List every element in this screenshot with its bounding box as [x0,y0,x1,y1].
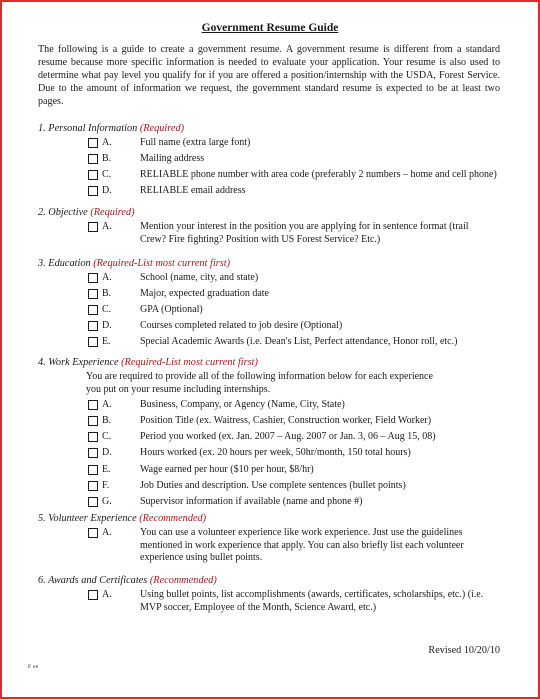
checkbox[interactable] [88,186,98,196]
section-volunteer-experience [38,512,508,568]
checklist-item[interactable]: D. Courses completed related to job desire (Optional) [38,320,508,333]
checkbox[interactable] [88,273,98,283]
intro-paragraph: The following is a guide to create a government resume. A government resume is different from a standard resume because more specific information is needed to evaluate your application. Your resume is also used to determine what pay level you qualify for if you are offered a position/internship with the USDA, Forest Service. Due to the amount of information we request, the government standard resume is expected to be at least two pages. [38,44,500,107]
checklist-item[interactable]: B. Mailing address [38,153,508,166]
footer-mark: F ee [28,664,39,670]
checkbox[interactable] [88,481,98,491]
checkbox[interactable] [88,321,98,331]
section-objective [38,206,508,250]
document-title: Government Resume Guide [201,22,339,34]
section-heading: 2. Objective (Required) [38,207,135,218]
checklist-item[interactable]: C. Period you worked (ex. Jan. 2007 – Aug. 2007 or Jan. 3, 06 – Aug 15, 08) [38,431,508,444]
checklist-item[interactable]: F. Job Duties and description. Use complete sentences (bullet points) [38,480,508,493]
checkbox[interactable] [88,432,98,442]
section-heading: 5. Volunteer Experience (Recommended) [38,513,207,524]
checkbox[interactable] [88,305,98,315]
checkbox[interactable] [88,497,98,507]
checklist-item[interactable]: A. Using bullet points, list accomplishments (awards, certificates, scholarships, etc.) (i.e. MVP soccer, Employee of the Month, Science Award, etc.) [38,589,490,614]
checkbox[interactable] [88,465,98,475]
checklist-item[interactable]: A. You can use a volunteer experience like work experience. Just use the guidelines mentioned in work experience that apply. You can also briefly list each volunteer experience using bullet points. [38,527,500,565]
section-personal-information [38,122,508,201]
checklist-item[interactable]: E. Wage earned per hour ($10 per hour, $8/hr) [38,464,508,477]
checkbox[interactable] [88,416,98,426]
section-awards-certificates [38,574,508,618]
checkbox[interactable] [88,289,98,299]
checkbox[interactable] [88,528,98,538]
revised-date: Revised 10/20/10 [428,645,500,656]
checklist-item[interactable]: D. Hours worked (ex. 20 hours per week, 50hr/month, 150 total hours) [38,447,508,460]
checkbox[interactable] [88,138,98,148]
checkbox[interactable] [88,170,98,180]
checkbox[interactable] [88,590,98,600]
checklist-item[interactable]: D. RELIABLE email address [38,185,508,198]
checkbox[interactable] [88,448,98,458]
checkbox[interactable] [88,222,98,232]
section-education [38,257,508,352]
checklist-item[interactable]: B. Position Title (ex. Waitress, Cashier, Construction worker, Field Worker) [38,415,508,428]
checklist-item[interactable]: G. Supervisor information if available (name and phone #) [38,496,508,509]
checkbox[interactable] [88,154,98,164]
section-work-experience [38,356,508,512]
checkbox[interactable] [88,337,98,347]
section-heading: 6. Awards and Certificates (Recommended) [38,575,217,586]
section-heading: 3. Education (Required-List most current first) [38,258,231,269]
checklist-item[interactable]: A. Mention your interest in the position you are applying for in sentence format (trail Crew? Fire fighting? Position with US Forest Service? Etc.) [38,221,480,246]
section-note: You are required to provide all of the following information below for each experience you put on your resume including internships. [86,371,433,395]
checklist-item[interactable]: C. RELIABLE phone number with area code (preferably 2 numbers – home and cell phone) [38,169,508,182]
checklist-item[interactable]: A. Business, Company, or Agency (Name, City, State) [38,399,508,412]
checkbox[interactable] [88,400,98,410]
checklist-item[interactable]: A. Full name (extra large font) [38,137,508,150]
checklist-item[interactable]: C. GPA (Optional) [38,304,508,317]
checklist-item[interactable]: E. Special Academic Awards (i.e. Dean's List, Perfect attendance, Honor roll, etc.) [38,336,508,349]
section-heading: 1. Personal Information (Required) [38,123,185,134]
section-heading: 4. Work Experience (Required-List most current first) [38,357,258,368]
checklist-item[interactable]: B. Major, expected graduation date [38,288,508,301]
checklist-item[interactable]: A. School (name, city, and state) [38,272,508,285]
